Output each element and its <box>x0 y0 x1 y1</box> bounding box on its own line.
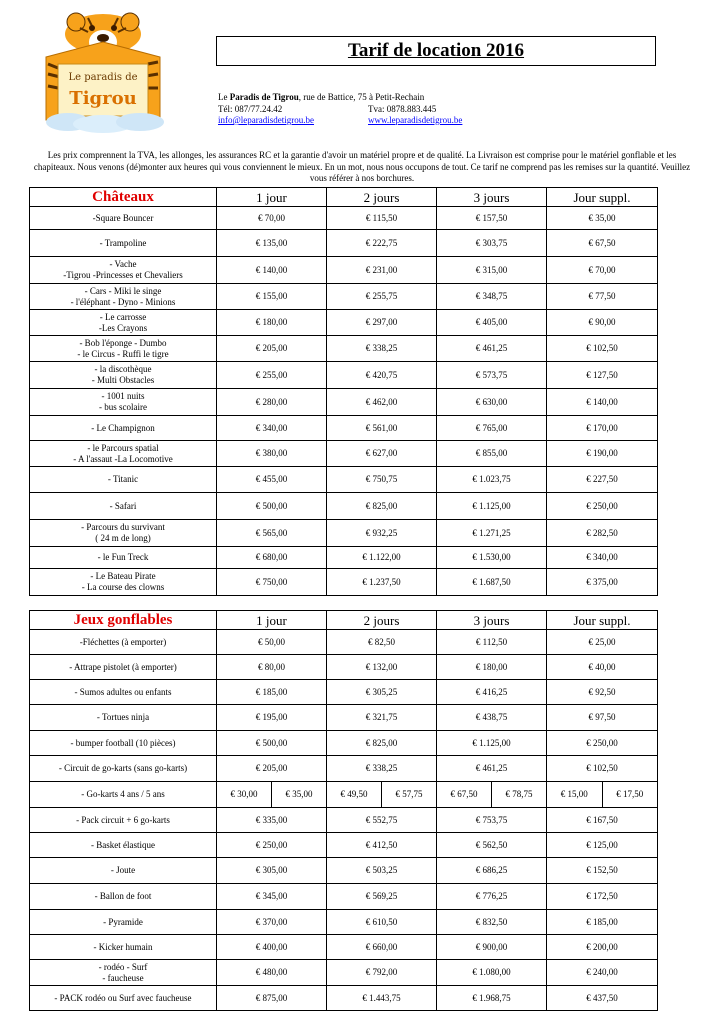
item-name: - le Parcours spatial - A l'assaut -La Locomotive <box>30 441 217 467</box>
price-cell: € 792,00 <box>327 960 437 986</box>
price-cell: € 185,00 <box>217 680 327 705</box>
price-cell: € 70,00 <box>547 257 658 284</box>
price-cell: € 140,00 <box>547 389 658 416</box>
price-cell: € 345,00 <box>217 884 327 910</box>
table-row <box>30 705 658 731</box>
table-row <box>30 569 658 596</box>
contact-info: Le Paradis de Tigrou, rue de Battice, 75 à Petit-Rechain Tél: 087/77.24.42 Tva: 0878.883.445 info@leparadisdetigrou.be www.leparadisdetigrou.be <box>218 92 463 125</box>
price-cell: € 660,00 <box>327 935 437 960</box>
table-row <box>30 884 658 910</box>
table-row <box>30 960 658 986</box>
price-cell: € 380,00 <box>217 441 327 467</box>
item-name: - Le Champignon <box>30 416 217 441</box>
price-cell: € 231,00 <box>327 257 437 284</box>
item-name: - le Fun Treck <box>30 547 217 569</box>
table-row <box>30 655 658 680</box>
table-row <box>30 680 658 705</box>
price-cell: € 832,50 <box>437 910 547 935</box>
item-name: - Parcours du survivant ( 24 m de long) <box>30 520 217 547</box>
phone-number: Tél: 087/77.24.42 <box>218 103 283 114</box>
price-cell: € 255,00 <box>217 362 327 389</box>
item-name: - Attrape pistolet (à emporter) <box>30 655 217 680</box>
price-cell: € 115,50 <box>327 207 437 230</box>
price-cell: € 205,00 <box>217 336 327 362</box>
price-cell: € 280,00 <box>217 389 327 416</box>
price-cell: € 180,00 <box>437 655 547 680</box>
item-name: - Go-karts 4 ans / 5 ans <box>30 782 217 808</box>
price-cell: € 500,00 <box>217 731 327 756</box>
price-cell: € 297,00 <box>327 310 437 336</box>
item-name: - Sumos adultes ou enfants <box>30 680 217 705</box>
price-cell: € 750,75 <box>327 467 437 493</box>
price-cell: € 338,25 <box>327 756 437 782</box>
item-name: - Circuit de go-karts (sans go-karts) <box>30 756 217 782</box>
price-cell: € 132,00 <box>327 655 437 680</box>
item-name: - 1001 nuits - bus scolaire <box>30 389 217 416</box>
price-cell: € 1.271,25 <box>437 520 547 547</box>
price-cell: € 67,50 <box>547 230 658 257</box>
price-cell: € 480,00 <box>217 960 327 986</box>
price-cell: € 753,75 <box>437 808 547 833</box>
table-row <box>30 389 658 416</box>
item-name: - Pyramide <box>30 910 217 935</box>
price-cell: € 170,00 <box>547 416 658 441</box>
table-row <box>30 207 658 230</box>
price-cell: € 416,25 <box>437 680 547 705</box>
column-header: 2 jours <box>327 611 437 630</box>
table-row <box>30 547 658 569</box>
price-cell: € 57,75 <box>395 789 423 799</box>
price-cell: € 552,75 <box>327 808 437 833</box>
price-cell: € 1.530,00 <box>437 547 547 569</box>
item-name: - Tortues ninja <box>30 705 217 731</box>
table-row <box>30 310 658 336</box>
price-cell: € 680,00 <box>217 547 327 569</box>
price-cell: € 340,00 <box>547 547 658 569</box>
price-cell: € 200,00 <box>547 935 658 960</box>
chateaux-price-table <box>29 187 658 596</box>
item-name: - bumper football (10 pièces) <box>30 731 217 756</box>
column-header: Jour suppl. <box>547 611 658 630</box>
price-cell: € 500,00 <box>217 493 327 520</box>
table-row <box>30 910 658 935</box>
price-cell: € 140,00 <box>217 257 327 284</box>
price-cell: € 205,00 <box>217 756 327 782</box>
price-cell: € 190,00 <box>547 441 658 467</box>
item-name: - Le Bateau Pirate - La course des clowns <box>30 569 217 596</box>
price-cell: € 135,00 <box>217 230 327 257</box>
price-cell: € 250,00 <box>217 833 327 858</box>
price-cell: € 35,00 <box>547 207 658 230</box>
table-row <box>30 362 658 389</box>
table-row <box>30 756 658 782</box>
table-row <box>30 935 658 960</box>
item-name: - Safari <box>30 493 217 520</box>
jeux-price-table <box>29 610 658 1011</box>
price-cell: € 875,00 <box>217 986 327 1011</box>
price-cell: € 686,25 <box>437 858 547 884</box>
price-cell: € 610,50 <box>327 910 437 935</box>
item-name: -Square Bouncer <box>30 207 217 230</box>
item-name: - la discothèque - Multi Obstacles <box>30 362 217 389</box>
price-cell: € 437,50 <box>547 986 658 1011</box>
price-cell: € 282,50 <box>547 520 658 547</box>
price-cell: € 455,00 <box>217 467 327 493</box>
price-cell: € 15,00 <box>547 782 603 807</box>
table-row <box>30 520 658 547</box>
table-row <box>30 630 658 655</box>
price-cell: € 438,75 <box>437 705 547 731</box>
price-cell: € 90,00 <box>547 310 658 336</box>
price-cell: € 562,50 <box>437 833 547 858</box>
price-cell: € 932,25 <box>327 520 437 547</box>
table-row <box>30 336 658 362</box>
price-cell: € 630,00 <box>437 389 547 416</box>
price-cell: € 1.687,50 <box>437 569 547 596</box>
price-cell: € 35,00 <box>285 789 313 799</box>
price-cell: € 348,75 <box>437 284 547 310</box>
intro-paragraph: Les prix comprennent la TVA, les allonges, les assurances RC et la garantie d'avoir un matériel propre et de qualité. La Livraison est comprise pour le matériel gonflable et les chapiteaux. Nous venons (dé)monter aux heures qui vous conviennent le mieux. En un mot, nous nous occupons de tout. Ce tarif ne comprend pas les remises sur la quantité. Veuillez vous référer à nos borchures. <box>33 150 691 183</box>
price-cell: € 1.443,75 <box>327 986 437 1011</box>
price-cell: € 125,00 <box>547 833 658 858</box>
website-link[interactable]: www.leparadisdetigrou.be <box>368 115 463 125</box>
price-cell: € 50,00 <box>217 630 327 655</box>
price-cell: € 400,00 <box>217 935 327 960</box>
table-row <box>30 284 658 310</box>
price-cell: € 340,00 <box>217 416 327 441</box>
section-title: Châteaux <box>30 188 217 207</box>
price-cell: € 750,00 <box>217 569 327 596</box>
table-header-row <box>30 611 658 630</box>
vat-number: Tva: 0878.883.445 <box>368 103 437 114</box>
price-cell: € 338,25 <box>327 336 437 362</box>
price-cell: € 1.080,00 <box>437 960 547 986</box>
price-cell: € 1.125,00 <box>437 731 547 756</box>
column-header: 1 jour <box>217 188 327 207</box>
price-cell: € 561,00 <box>327 416 437 441</box>
price-cell: € 17,50 <box>616 789 644 799</box>
price-cell: € 565,00 <box>217 520 327 547</box>
price-cell: € 335,00 <box>217 808 327 833</box>
price-cell: € 77,50 <box>547 284 658 310</box>
table-row <box>30 416 658 441</box>
price-cell: € 222,75 <box>327 230 437 257</box>
price-cell: € 152,50 <box>547 858 658 884</box>
price-cell: € 1.237,50 <box>327 569 437 596</box>
table-row <box>30 986 658 1011</box>
email-link[interactable]: info@leparadisdetigrou.be <box>218 115 315 125</box>
price-cell: € 305,00 <box>217 858 327 884</box>
item-name: - rodéo - Surf - faucheuse <box>30 960 217 986</box>
price-cell: € 900,00 <box>437 935 547 960</box>
price-cell: € 1.122,00 <box>327 547 437 569</box>
table-row <box>30 467 658 493</box>
item-name: - Titanic <box>30 467 217 493</box>
item-name: - Vache -Tigrou -Princesses et Chevaliers <box>30 257 217 284</box>
item-name: - Kicker humain <box>30 935 217 960</box>
table-row <box>30 808 658 833</box>
price-cell: € 375,00 <box>547 569 658 596</box>
price-cell: € 78,75 <box>505 789 533 799</box>
price-cell: € 420,75 <box>327 362 437 389</box>
svg-text:Le paradis de: Le paradis de <box>68 72 138 83</box>
price-cell: € 155,00 <box>217 284 327 310</box>
column-header: 1 jour <box>217 611 327 630</box>
price-cell: € 573,75 <box>437 362 547 389</box>
price-cell: € 250,00 <box>547 731 658 756</box>
price-cell: € 305,25 <box>327 680 437 705</box>
price-cell: € 112,50 <box>437 630 547 655</box>
item-name: - PACK rodéo ou Surf avec faucheuse <box>30 986 217 1011</box>
price-cell: € 102,50 <box>547 756 658 782</box>
price-cell: € 67,50 <box>437 782 492 807</box>
price-cell: € 157,50 <box>437 207 547 230</box>
logo-tigrou <box>28 12 178 134</box>
price-cell: € 1.968,75 <box>437 986 547 1011</box>
price-cell: € 82,50 <box>327 630 437 655</box>
price-cell: € 195,00 <box>217 705 327 731</box>
item-name: - Bob l'éponge - Dumbo - le Circus - Ruffi le tigre <box>30 336 217 362</box>
price-cell: € 167,50 <box>547 808 658 833</box>
item-name: - Joute <box>30 858 217 884</box>
price-cell: € 180,00 <box>217 310 327 336</box>
price-cell: € 462,00 <box>327 389 437 416</box>
column-header: Jour suppl. <box>547 188 658 207</box>
table-row <box>30 731 658 756</box>
price-cell: € 503,25 <box>327 858 437 884</box>
column-header: 3 jours <box>437 188 547 207</box>
price-cell: € 461,25 <box>437 336 547 362</box>
table-row <box>30 441 658 467</box>
price-cell: € 1.125,00 <box>437 493 547 520</box>
price-cell: € 627,00 <box>327 441 437 467</box>
item-name: -Fléchettes (à emporter) <box>30 630 217 655</box>
price-cell: € 825,00 <box>327 731 437 756</box>
price-cell: € 776,25 <box>437 884 547 910</box>
price-cell: € 40,00 <box>547 655 658 680</box>
price-cell: € 405,00 <box>437 310 547 336</box>
price-cell: € 569,25 <box>327 884 437 910</box>
price-cell: € 49,50 <box>327 782 382 807</box>
price-cell: € 412,50 <box>327 833 437 858</box>
table-row <box>30 782 658 808</box>
price-cell: € 185,00 <box>547 910 658 935</box>
price-cell: € 315,00 <box>437 257 547 284</box>
page-title: Tarif de location 2016 <box>216 36 656 66</box>
table-row <box>30 858 658 884</box>
price-cell: € 240,00 <box>547 960 658 986</box>
table-header-row <box>30 188 658 207</box>
price-cell: € 102,50 <box>547 336 658 362</box>
price-cell: € 321,75 <box>327 705 437 731</box>
price-cell: € 825,00 <box>327 493 437 520</box>
item-name: - Trampoline <box>30 230 217 257</box>
item-name: - Cars - Miki le singe - l'éléphant - Dyno - Minions <box>30 284 217 310</box>
price-cell: € 127,50 <box>547 362 658 389</box>
table-row <box>30 493 658 520</box>
table-row <box>30 230 658 257</box>
price-cell: € 255,75 <box>327 284 437 310</box>
price-cell: € 461,25 <box>437 756 547 782</box>
svg-text:Tigrou: Tigrou <box>69 88 137 109</box>
column-header: 3 jours <box>437 611 547 630</box>
price-cell: € 1.023,75 <box>437 467 547 493</box>
price-cell: € 765,00 <box>437 416 547 441</box>
table-row <box>30 257 658 284</box>
price-cell: € 227,50 <box>547 467 658 493</box>
price-cell: € 70,00 <box>217 207 327 230</box>
price-cell: € 303,75 <box>437 230 547 257</box>
item-name: - Le carrosse -Les Crayons <box>30 310 217 336</box>
item-name: - Basket élastique <box>30 833 217 858</box>
item-name: - Pack circuit + 6 go-karts <box>30 808 217 833</box>
price-cell: € 855,00 <box>437 441 547 467</box>
price-cell: € 97,50 <box>547 705 658 731</box>
price-cell: € 250,00 <box>547 493 658 520</box>
price-cell: € 30,00 <box>217 782 272 807</box>
price-cell: € 80,00 <box>217 655 327 680</box>
column-header: 2 jours <box>327 188 437 207</box>
price-cell: € 25,00 <box>547 630 658 655</box>
item-name: - Ballon de foot <box>30 884 217 910</box>
price-cell: € 172,50 <box>547 884 658 910</box>
section-title: Jeux gonflables <box>30 611 217 630</box>
price-cell: € 92,50 <box>547 680 658 705</box>
table-row <box>30 833 658 858</box>
price-cell: € 370,00 <box>217 910 327 935</box>
